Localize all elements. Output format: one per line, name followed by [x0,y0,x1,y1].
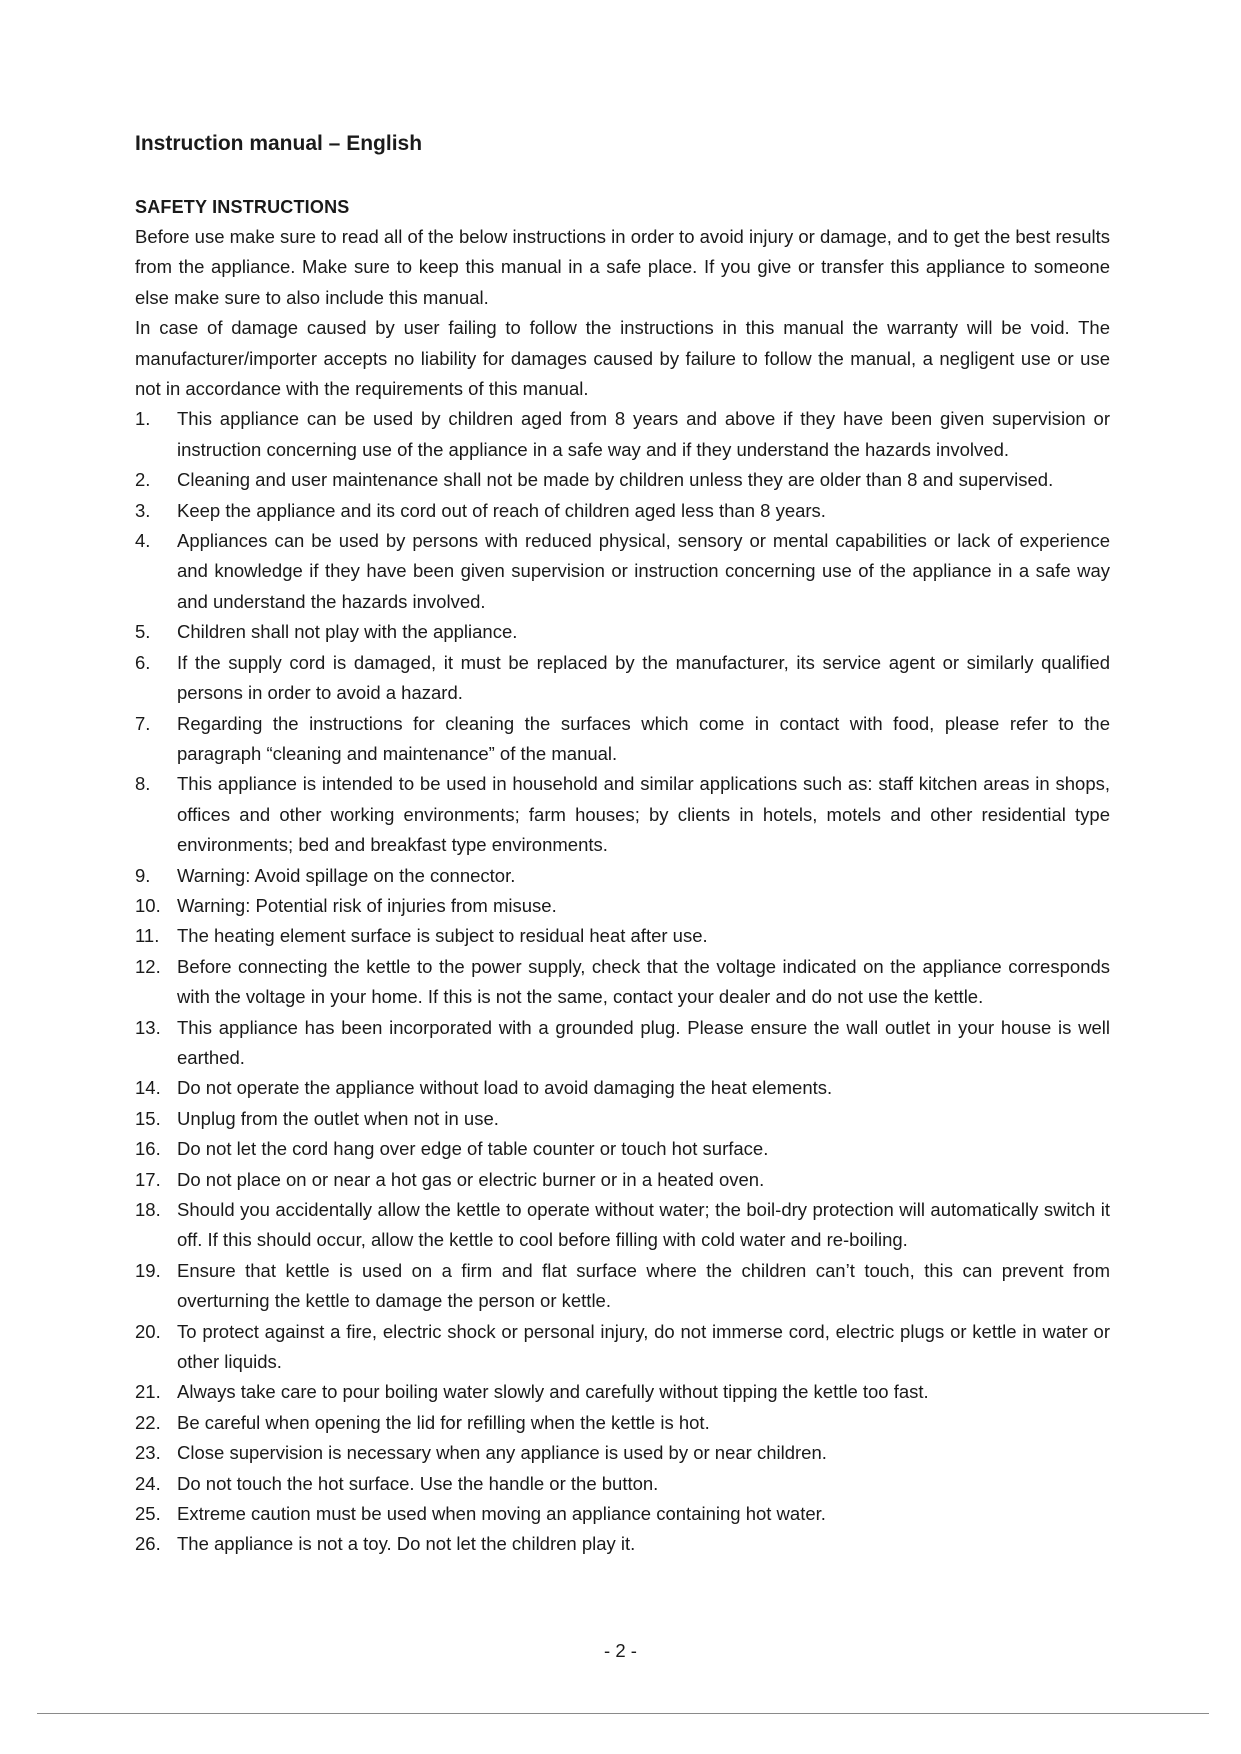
item-number: 8. [135,773,151,795]
item-text: Regarding the instructions for cleaning the surfaces which come in contact with food, please refer to the paragraph “cleaning and maintenance” of the manual. [177,712,1110,764]
item-number: 11. [135,925,160,947]
list-item [135,709,1110,770]
item-text: The heating element surface is subject to residual heat after use. [177,925,708,947]
list-item [135,1165,1110,1195]
item-text: Cleaning and user maintenance shall not be made by children unless they are older than 8 and supervised. [177,469,1054,491]
list-item [135,891,1110,921]
list-item [135,1195,1110,1256]
item-text: Do not touch the hot surface. Use the handle or the button. [177,1472,659,1494]
item-number: 24. [135,1472,161,1494]
item-text: Extreme caution must be used when moving an appliance containing hot water. [177,1503,826,1525]
item-number: 3. [135,499,151,521]
item-text: Children shall not play with the appliance. [177,621,518,643]
list-item [135,1438,1110,1468]
list-item [135,1469,1110,1499]
list-item [135,769,1110,860]
item-text: If the supply cord is damaged, it must be replaced by the manufacturer, its service agent or similarly qualified persons in order to avoid a hazard. [177,651,1110,704]
item-number: 21. [135,1381,161,1403]
item-text: Appliances can be used by persons with reduced physical, sensory or mental capabilities or lack of experience and knowledge if they have been given supervision or instruction concerning use of the appliance in a safe way and understand the hazards involved. [177,530,1110,612]
item-number: 19. [135,1259,161,1281]
list-item [135,1317,1110,1378]
item-number: 23. [135,1442,161,1464]
item-text: Do not let the cord hang over edge of table counter or touch hot surface. [177,1138,769,1160]
list-item [135,1377,1110,1407]
item-text: Before connecting the kettle to the power supply, check that the voltage indicated on the appliance corresponds with the voltage in your home. If this is not the same, contact your dealer and do not use the kettle. [177,955,1110,1008]
list-item [135,648,1110,709]
footer-divider [37,1713,1209,1714]
list-item [135,1073,1110,1103]
item-number: 17. [135,1168,161,1190]
item-number: 16. [135,1138,161,1160]
page-number: - 2 - [604,1640,637,1661]
list-item [135,1134,1110,1164]
list-item [135,617,1110,647]
item-text: To protect against a fire, electric shock or personal injury, do not immerse cord, electric plugs or kettle in water or other liquids. [177,1320,1110,1373]
item-text: Ensure that kettle is used on a firm and flat surface where the children can’t touch, this can prevent from overturning the kettle to damage the person or kettle. [177,1259,1110,1312]
list-item [135,1256,1110,1317]
list-item [135,921,1110,951]
item-number: 18. [135,1199,161,1220]
item-number: 7. [135,712,151,734]
item-number: 5. [135,621,151,643]
list-item [135,1408,1110,1438]
item-text: Warning: Potential risk of injuries from misuse. [177,894,557,916]
list-item [135,1013,1110,1074]
page-title: Instruction manual – English [135,132,423,155]
list-item [135,404,1110,465]
item-text: Unplug from the outlet when not in use. [177,1107,499,1129]
list-item [135,1104,1110,1134]
item-number: 20. [135,1320,161,1342]
item-number: 13. [135,1016,161,1038]
list-item [135,952,1110,1013]
list-item [135,1499,1110,1529]
item-text: Do not place on or near a hot gas or electric burner or in a heated oven. [177,1168,765,1190]
item-text: Close supervision is necessary when any appliance is used by or near children. [177,1442,827,1464]
item-text: Always take care to pour boiling water slowly and carefully without tipping the kettle too fast. [177,1381,929,1403]
item-text: This appliance can be used by children aged from 8 years and above if they have been given supervision or instruction concerning use of the appliance in a safe way and if they understand the hazards involved. [177,408,1110,460]
item-text: Do not operate the appliance without load to avoid damaging the heat elements. [177,1077,833,1099]
list-item [135,1529,1110,1559]
item-number: 1. [135,408,151,430]
item-text: This appliance is intended to be used in household and similar applications such as: staff kitchen areas in shops, offices and other working environments; farm houses; by clients in hotels, motels and other residential type environments; bed and breakfast type environments. [177,773,1110,856]
item-text: Be careful when opening the lid for refilling when the kettle is hot. [177,1411,710,1433]
section-heading: SAFETY INSTRUCTIONS [135,197,350,217]
intro-paragraphs [135,222,1110,404]
item-text: Should you accidentally allow the kettle to operate without water; the boil-dry protection will automatically switch it off. If this should occur, allow the kettle to cool before filling with cold water and re-boiling. [177,1199,1110,1251]
item-text: Warning: Avoid spillage on the connector. [177,864,516,886]
item-number: 2. [135,469,151,491]
item-number: 15. [135,1107,161,1129]
item-number: 14. [135,1077,161,1099]
item-number: 10. [135,894,161,916]
list-item [135,526,1110,617]
document-page [135,128,1110,1560]
intro-paragraph: Before use make sure to read all of the below instructions in order to avoid injury or damage, and to get the best results from the appliance. Make sure to keep this manual in a safe place. If you give or transfer this appliance to someone else make sure to also include this manual. [135,226,1110,308]
item-number: 25. [135,1503,161,1525]
safety-instructions-list [135,404,1110,1559]
item-number: 12. [135,955,161,977]
item-number: 9. [135,864,151,886]
item-text: Keep the appliance and its cord out of reach of children aged less than 8 years. [177,499,826,521]
item-number: 26. [135,1533,161,1555]
list-item [135,496,1110,526]
item-number: 22. [135,1411,161,1433]
item-text: The appliance is not a toy. Do not let the children play it. [177,1533,636,1555]
list-item [135,861,1110,891]
list-item [135,465,1110,495]
intro-paragraph: In case of damage caused by user failing to follow the instructions in this manual the warranty will be void. The manufacturer/importer accepts no liability for damages caused by failure to follow the manual, a negligent use or use not in accordance with the requirements of this manual. [135,317,1110,400]
item-text: This appliance has been incorporated with a grounded plug. Please ensure the wall outlet in your house is well earthed. [177,1016,1110,1068]
item-number: 4. [135,530,151,552]
item-number: 6. [135,651,151,673]
